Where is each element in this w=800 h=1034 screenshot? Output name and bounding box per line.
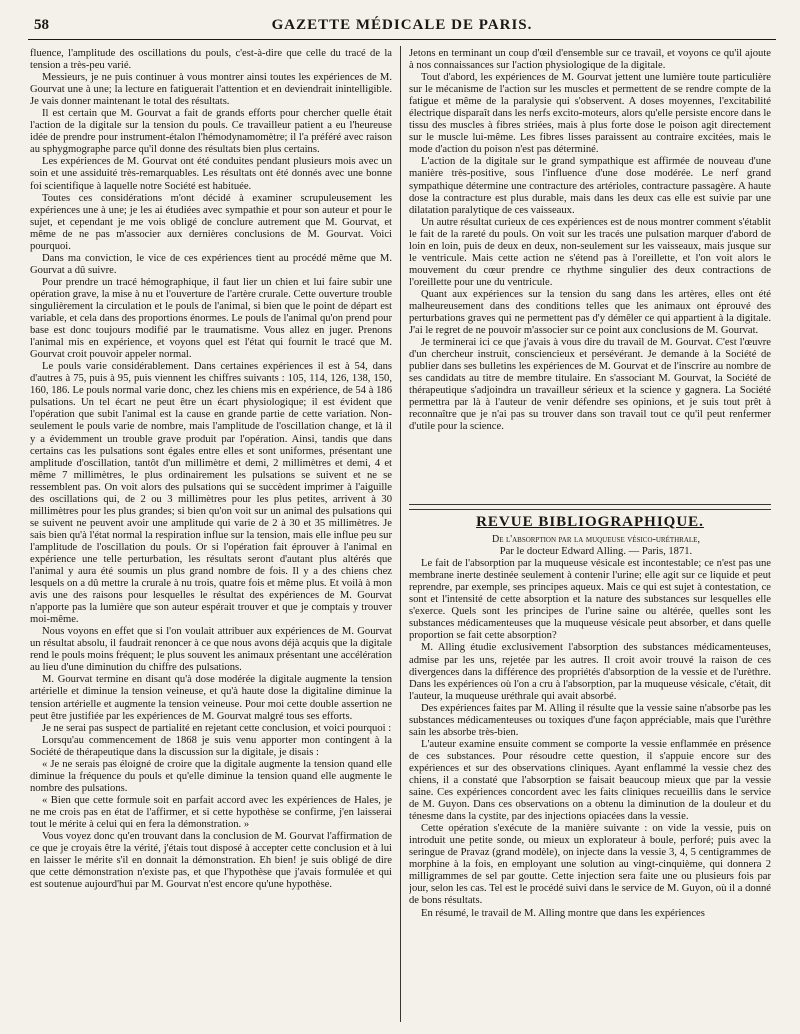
article-title: De l'absorption par la muqueuse vésico-uréthrale, [492, 534, 700, 546]
paragraph: Pour prendre un tracé hémographique, il faut lier un chien et lui faire subir une opération grave, la mise à nu et l'ouverture de l'artère crurale. Cette ouverture trouble singulièrement la circulation et le pouls de l'animal, si bien que le point de départ est variable, et cela dans des proportions énormes. Le pouls de l'animal qu'on prend pour base est donc toujours modifié par le traumatisme. Vous allez en juger. Prenons l'animal mis en expérience, et voyons quel est l'état qui fournit le tracé que M. Gourvat croit pouvoir appeler normal. [30, 276, 392, 361]
section-rule [409, 504, 771, 510]
right-column [409, 48, 771, 1022]
review-body [409, 558, 771, 919]
paragraph: Un autre résultat curieux de ces expériences est de nous montrer comment s'établit le fait de la rareté du pouls. On voit sur les tracés une pulsation marquer d'abord de loin en loin, puis de deux en deux, non-seulement sur les vaisseaux, mais jusque sur le ventricule. Mais cette action ne s'étend pas à l'oreillette, et l'on voit alors le mouvement du cœur prendre ce rhythme singulier des deux contractions de l'oreillette pour une du ventricule. [409, 216, 771, 288]
quotation: « Je ne serais pas éloigné de croire que la digitale augmente la tension quand elle diminue la fréquence du pouls et qu'elle diminue la tension quand elle augmente le nombre des pulsations. [30, 758, 392, 794]
paragraph: Les expériences de M. Gourvat ont été conduites pendant plusieurs mois avec un soin et une assiduité très-remarquables. Les résultats ont été donnés avec une bonne foi scientifique à laquelle notre Société est habituée. [30, 156, 392, 192]
page-number: 58 [34, 17, 49, 33]
paragraph: Dans ma conviction, le vice de ces expériences tient au procédé même que M. Gourvat a dû suivre. [30, 252, 392, 276]
paragraph: Vous voyez donc qu'en trouvant dans la conclusion de M. Gourvat l'affirmation de ce que je croyais être la vérité, j'étais tout disposé à accepter cette conclusion et à lui en laisser le mérite s'il en donnait la démonstration. Eh bien! je suis obligé de dire que cette démonstration n'existe pas, et que l'hypothèse que j'avais formulée et qui est soutenue aujourd'hui par M. Gourvat n'est encore qu'une hypothèse. [30, 831, 392, 891]
paragraph: En résumé, le travail de M. Alling montre que dans les expériences [421, 907, 705, 919]
paragraph: fluence, l'amplitude des oscillations du pouls, c'est-à-dire que celle du tracé de la tension a très-peu varié. [30, 48, 392, 72]
journal-title: GAZETTE MÉDICALE DE PARIS. [271, 17, 533, 33]
quotation: « Bien que cette formule soit en parfait accord avec les expériences de Hales, je ne me crois pas en état de l'affirmer, et si cette hypothèse se confirme, j'en laisserai tout le mérite à celui qui en fera la démonstration. » [30, 794, 392, 830]
paragraph: Il est certain que M. Gourvat a fait de grands efforts pour chercher quelle était l'action de la digitale sur la tension du pouls. Ce travailleur patient a eu l'heureuse idée de prendre pour instrument-étalon l'hémodynamomètre; il l'a préféré avec raison au sphygmographe parce qu'il donne des résultats bien plus certains. [30, 108, 392, 156]
paragraph: Nous voyons en effet que si l'on voulait attribuer aux expériences de M. Gourvat un résultat absolu, il faudrait renoncer à ce que nous avons déjà acquis que la digitale rend le pouls moins fréquent; le plus souvent les animaux présentant une accélération au lieu d'une diminution du chiffre des pulsations. [30, 626, 392, 674]
newspaper-page [28, 14, 776, 1026]
paragraph: Toutes ces considérations m'ont décidé à examiner scrupuleusement les expériences une à une; je les ai étudiées avec sympathie et pour son auteur et pour le sujet, et cependant je me vois obligé de conclure autrement que M. Gourvat, et même de ne pas m'associer aux dernières conclusions de M. Gourvat. Voici pourquoi. [30, 192, 392, 252]
article-byline: Par le docteur Edward Alling. — Paris, 1871. [499, 546, 693, 558]
paragraph: Cette opération s'exécute de la manière suivante : on vide la vessie, puis on introduit une petite sonde, ou mieux un explorateur à boule, perforé; puis avec la seringue de Pravaz (grand modèle), on injecte dans la vessie 3, 4, 5 centigrammes de morphine à la fois, en employant une solution au vingt-cinquième, qui donnera 2 milligrammes de sel par goutte. Cette injection sera faite une ou plusieurs fois par jour, selon les cas. Tel est le procédé suivi dans le service de M. Guyon, où il a donné de bons résultats. [409, 823, 771, 907]
paragraph: Le pouls varie considérablement. Dans certaines expériences il est à 54, dans d'autres à 75, puis à 95, puis viennent les chiffres suivants : 105, 114, 126, 138, 150, 160, 186. Le pouls normal varie donc, chez les chiens mis en expérience, de 54 à 186 pulsations. Un tel écart ne peut être un écart physiologique; il est évident que l'opération que subit l'animal est la cause en grande partie de cette variation. Non-seulement le pouls varie de nombre, mais l'amplitude de l'oscillation change, et là il y a évidemment un trouble grave produit par l'opération. Ainsi, tandis que dans certains cas les pulsations sont égales entre elles et sont uniformes, présentant une amplitude d'oscillation, tantôt d'un millimètre et demi, 2 millimètres et demi, 4 et même 7 millimètres, le plus ordinairement les pulsations se suivent et ne se ressemblent pas. On voit alors des pulsations qui se succèdent imprimer à l'aiguille des oscillations qui, de 2 ou 3 millimètres pour les plus petites, arrivent à 30 millimètres pour les plus grandes; si bien qu'on voit sur un animal des pulsations qui se suivent ne peuvent avoir une amplitude qui varie de 2 à 30 et 35 millimètres. Je sais bien qu'à l'état normal la respiration influe sur la tension, mais elle influe peu sur l'amplitude de l'oscillation du pouls. Or si l'opération fait éprouver à l'animal en expérience une telle perturbation, les résultats seront d'autant plus altérés que l'animal y aura été soumis un plus grand nombre de fois. Il y a des chiens chez lesquels on a dû mettre la crurale à nu trois, quatre fois et même plus. Et voilà à mon avis une des raisons pour lesquelles le résultat des expériences de M. Gourvat n'apporte pas la lumière que son auteur espérait trouver et que je comptais y trouver moi-même. [30, 361, 392, 626]
paragraph: L'auteur examine ensuite comment se comporte la vessie enflammée en présence de ces substances. Pour résoudre cette question, il s'appuie encore sur des expériences et sur des observations cliniques. Ayant enflammé la vessie chez des chiens, il a constaté que l'absorption se faisait beaucoup mieux que par la vessie saine. Ces expériences concordent avec les faits cliniques recueillis dans le service de M. Guyon. Dans ces observations on a obtenu la diminution de la douleur et du ténesme dans la cystite, par des injections opiacées dans la vessie. [409, 738, 771, 823]
right-column-continued-article [409, 48, 771, 488]
paragraph: Je ne serai pas suspect de partialité en rejetant cette conclusion, et voici pourquoi : [42, 722, 392, 734]
paragraph: Je terminerai ici ce que j'avais à vous dire du travail de M. Gourvat. C'est l'œuvre d'un chercheur instruit, consciencieux et persévérant. Je demande à la Société de publier dans ses bulletins les expériences de M. Gourvat et de l'inscrire au nombre de ses candidats au titre de membre titulaire. En s'associant M. Gourvat, la Société de thérapeutique s'adjoindra un travailleur sérieux et la science y gagnera. La Société permettra par là à l'auteur de venir défendre ses opinions, et je suis tout prêt à reconnaître que je n'ai pas su trouver dans son travail tout ce qu'il peut renfermer d'utile pour la science. [409, 337, 771, 433]
left-column [30, 48, 392, 1022]
column-divider [400, 46, 401, 1022]
paragraph: M. Alling étudie exclusivement l'absorption des substances médicamenteuses, admise par les uns, rejetée par les autres. Il croit avoir trouvé la raison de ces divergences dans la différence des propriétés d'absorption de la vessie et de l'urèthre. Dans les expériences où l'on a cru à l'absorption, par la muqueuse vésicale, c'était, dit l'auteur, la muqueuse uréthrale qui avait absorbé. [409, 642, 771, 702]
page-header [28, 14, 776, 40]
section-title: REVUE BIBLIOGRAPHIQUE. [476, 514, 704, 530]
paragraph: Tout d'abord, les expériences de M. Gourvat jettent une lumière toute particulière sur le mécanisme de l'action sur les muscles et permettent de se rendre compte de la fatigue et même de la paralysie qui s'observent. A doses moyennes, l'excitabilité électrique disparaît dans les nerfs excito-moteurs, alors qu'elle persiste encore dans le tissu des muscles à fibres striées, mais à plus forte dose le poison agit directement sur le muscle lui-même. Les fibres lisses paraissent au contraire excitées, mais le mode d'action du poison n'est pas déterminé. [409, 72, 771, 156]
paragraph: M. Gourvat termine en disant qu'à dose modérée la digitale augmente la tension artérielle et diminue la tension veineuse, et qu'à haute dose la digitaline diminue la tension artérielle et augmente la tension veineuse. Pour moi cette double assertion ne peut être justifiée par les expériences de M. Gourvat malgré tous ses efforts. [30, 674, 392, 722]
paragraph: Des expériences faites par M. Alling il résulte que la vessie saine n'absorbe pas les substances médicamenteuses ou toxiques d'une façon appréciable, mais que l'urèthre sain les absorbe très-bien. [409, 702, 771, 738]
paragraph: Le fait de l'absorption par la muqueuse vésicale est incontestable; ce n'est pas une membrane inerte destinée seulement à contenir l'urine; elle agit sur ce liquide et peut reprendre, par exemple, ses principes aqueux. Mais ce qui est sujet à contestation, ce sont et l'intensité de cette absorption et la nature des substances sur lesquelles elle s'exerce. Quels sont les principes de l'urine saine ou altérée, quelles sont les substances médicamenteuses que la muqueuse vésicale peut absorber, et dans quelle proportion se fait cette absorption? [409, 558, 771, 642]
paragraph: L'action de la digitale sur le grand sympathique est affirmée de nouveau d'une manière très-positive, sous l'influence d'une dose modérée. Le nerf grand sympathique détermine une contracture des artérioles, contracture passagère. A haute dose la contracture est plus durable, mais dans les deux cas elle est suivie par une dilatation paralytique de ces vaisseaux. [409, 156, 771, 216]
paragraph: Jetons en terminant un coup d'œil d'ensemble sur ce travail, et voyons ce qu'il ajoute à nos connaissances sur l'action physiologique de la digitale. [409, 48, 771, 72]
paragraph: Lorsqu'au commencement de 1868 je suis venu apporter mon contingent à la Société de thérapeutique dans la discussion sur la digitale, je disais : [30, 734, 392, 758]
paragraph: Quant aux expériences sur la tension du sang dans les artères, elles ont été malheureusement dans des conditions telles que les animaux ont éprouvé des perturbations graves qui ne permettent pas d'y démêler ce qui appartient à la digitale. J'ai le regret de ne pouvoir m'associer sur ce point aux conclusions de M. Gourvat. [409, 288, 771, 337]
header-rule [28, 39, 776, 40]
paragraph: Messieurs, je ne puis continuer à vous montrer ainsi toutes les expériences de M. Gourvat une à une; la lecture en fatiguerait l'attention et en deviendrait inintelligible. Je vais donner maintenant le total des résultats. [30, 72, 392, 108]
